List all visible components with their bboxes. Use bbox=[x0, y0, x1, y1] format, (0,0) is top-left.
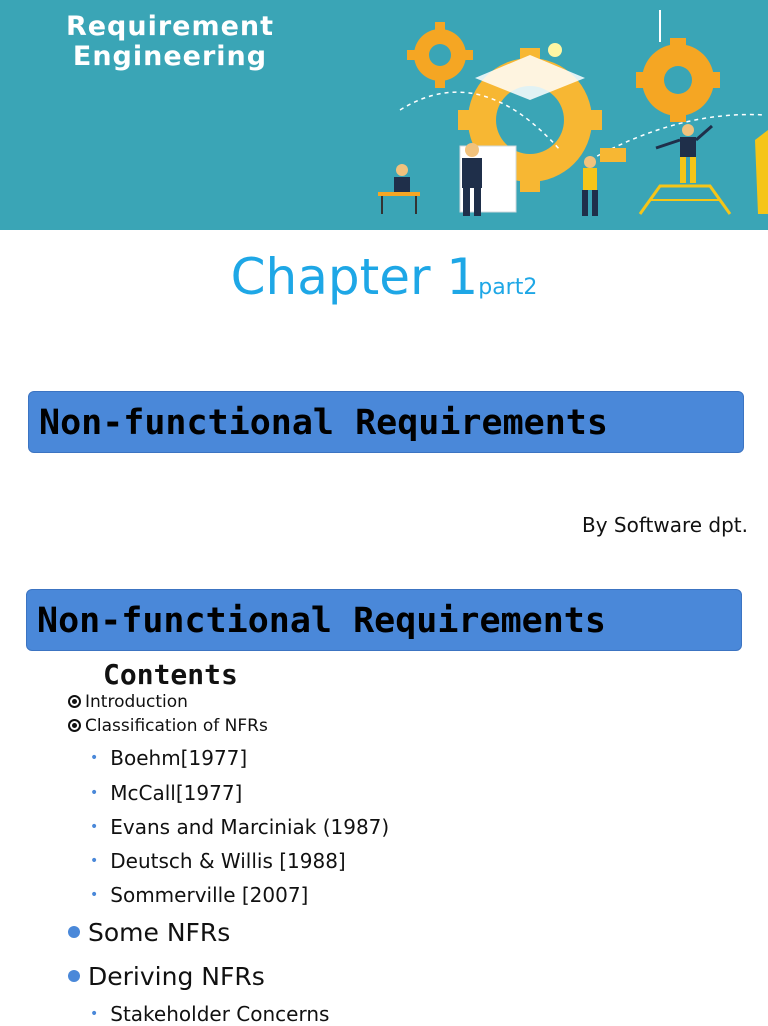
person-on-ladder-figure bbox=[640, 124, 730, 214]
bullet-icon: • bbox=[90, 785, 99, 801]
sub-list-item-label: Stakeholder Concerns bbox=[110, 1002, 330, 1026]
major-list-item bbox=[68, 918, 230, 947]
bullet-icon bbox=[68, 719, 81, 732]
sub-list-item bbox=[90, 849, 346, 873]
list-item bbox=[68, 716, 268, 736]
bullet-icon: • bbox=[90, 1006, 99, 1022]
sub-list-item bbox=[90, 746, 247, 770]
bullet-icon bbox=[68, 695, 81, 708]
teamwork-gears-illustration bbox=[360, 0, 768, 230]
sub-list-item-label: Deutsch & Willis [1988] bbox=[110, 849, 346, 873]
banner-title-line1: Requirement bbox=[65, 11, 275, 42]
major-list-item bbox=[68, 962, 265, 991]
major-list-item-label: Some NFRs bbox=[88, 918, 231, 947]
sub-list-item-label: Evans and Marciniak (1987) bbox=[110, 815, 390, 839]
banner-title-line2: Engineering bbox=[72, 41, 268, 72]
major-list-item-label: Deriving NFRs bbox=[88, 962, 265, 991]
banner-title bbox=[0, 12, 340, 72]
sub-list-item-label: Sommerville [2007] bbox=[110, 883, 309, 907]
sub-list-item bbox=[90, 781, 242, 805]
bullet-icon: • bbox=[90, 853, 99, 869]
sub-list-item-label: Boehm[1977] bbox=[110, 746, 248, 770]
sub-list-item-label: McCall[1977] bbox=[110, 781, 243, 805]
header-banner bbox=[0, 0, 768, 230]
sub-list-item bbox=[90, 1002, 329, 1026]
list-item-label: Introduction bbox=[85, 692, 188, 712]
sub-list-item bbox=[90, 883, 308, 907]
person-figure bbox=[582, 156, 598, 216]
chapter-title: Chapter 1 bbox=[230, 248, 479, 306]
chapter-subtitle: part2 bbox=[478, 275, 538, 300]
section-title-box bbox=[28, 391, 744, 453]
list-item bbox=[68, 692, 188, 712]
bullet-icon: • bbox=[90, 750, 99, 766]
sub-list-item bbox=[90, 815, 389, 839]
author-byline: By Software dpt. bbox=[581, 513, 748, 537]
bullet-icon bbox=[68, 926, 80, 938]
bullet-icon: • bbox=[90, 887, 99, 903]
bullet-icon: • bbox=[90, 819, 99, 835]
chapter-heading bbox=[0, 248, 768, 306]
section-title: Non-functional Requirements bbox=[39, 403, 608, 443]
bullet-icon bbox=[68, 970, 80, 982]
section-title: Non-functional Requirements bbox=[37, 601, 606, 641]
list-item-label: Classification of NFRs bbox=[85, 716, 268, 736]
seated-person-figure bbox=[378, 164, 420, 214]
contents-heading: Contents bbox=[103, 658, 238, 691]
section-title-box bbox=[26, 589, 742, 651]
